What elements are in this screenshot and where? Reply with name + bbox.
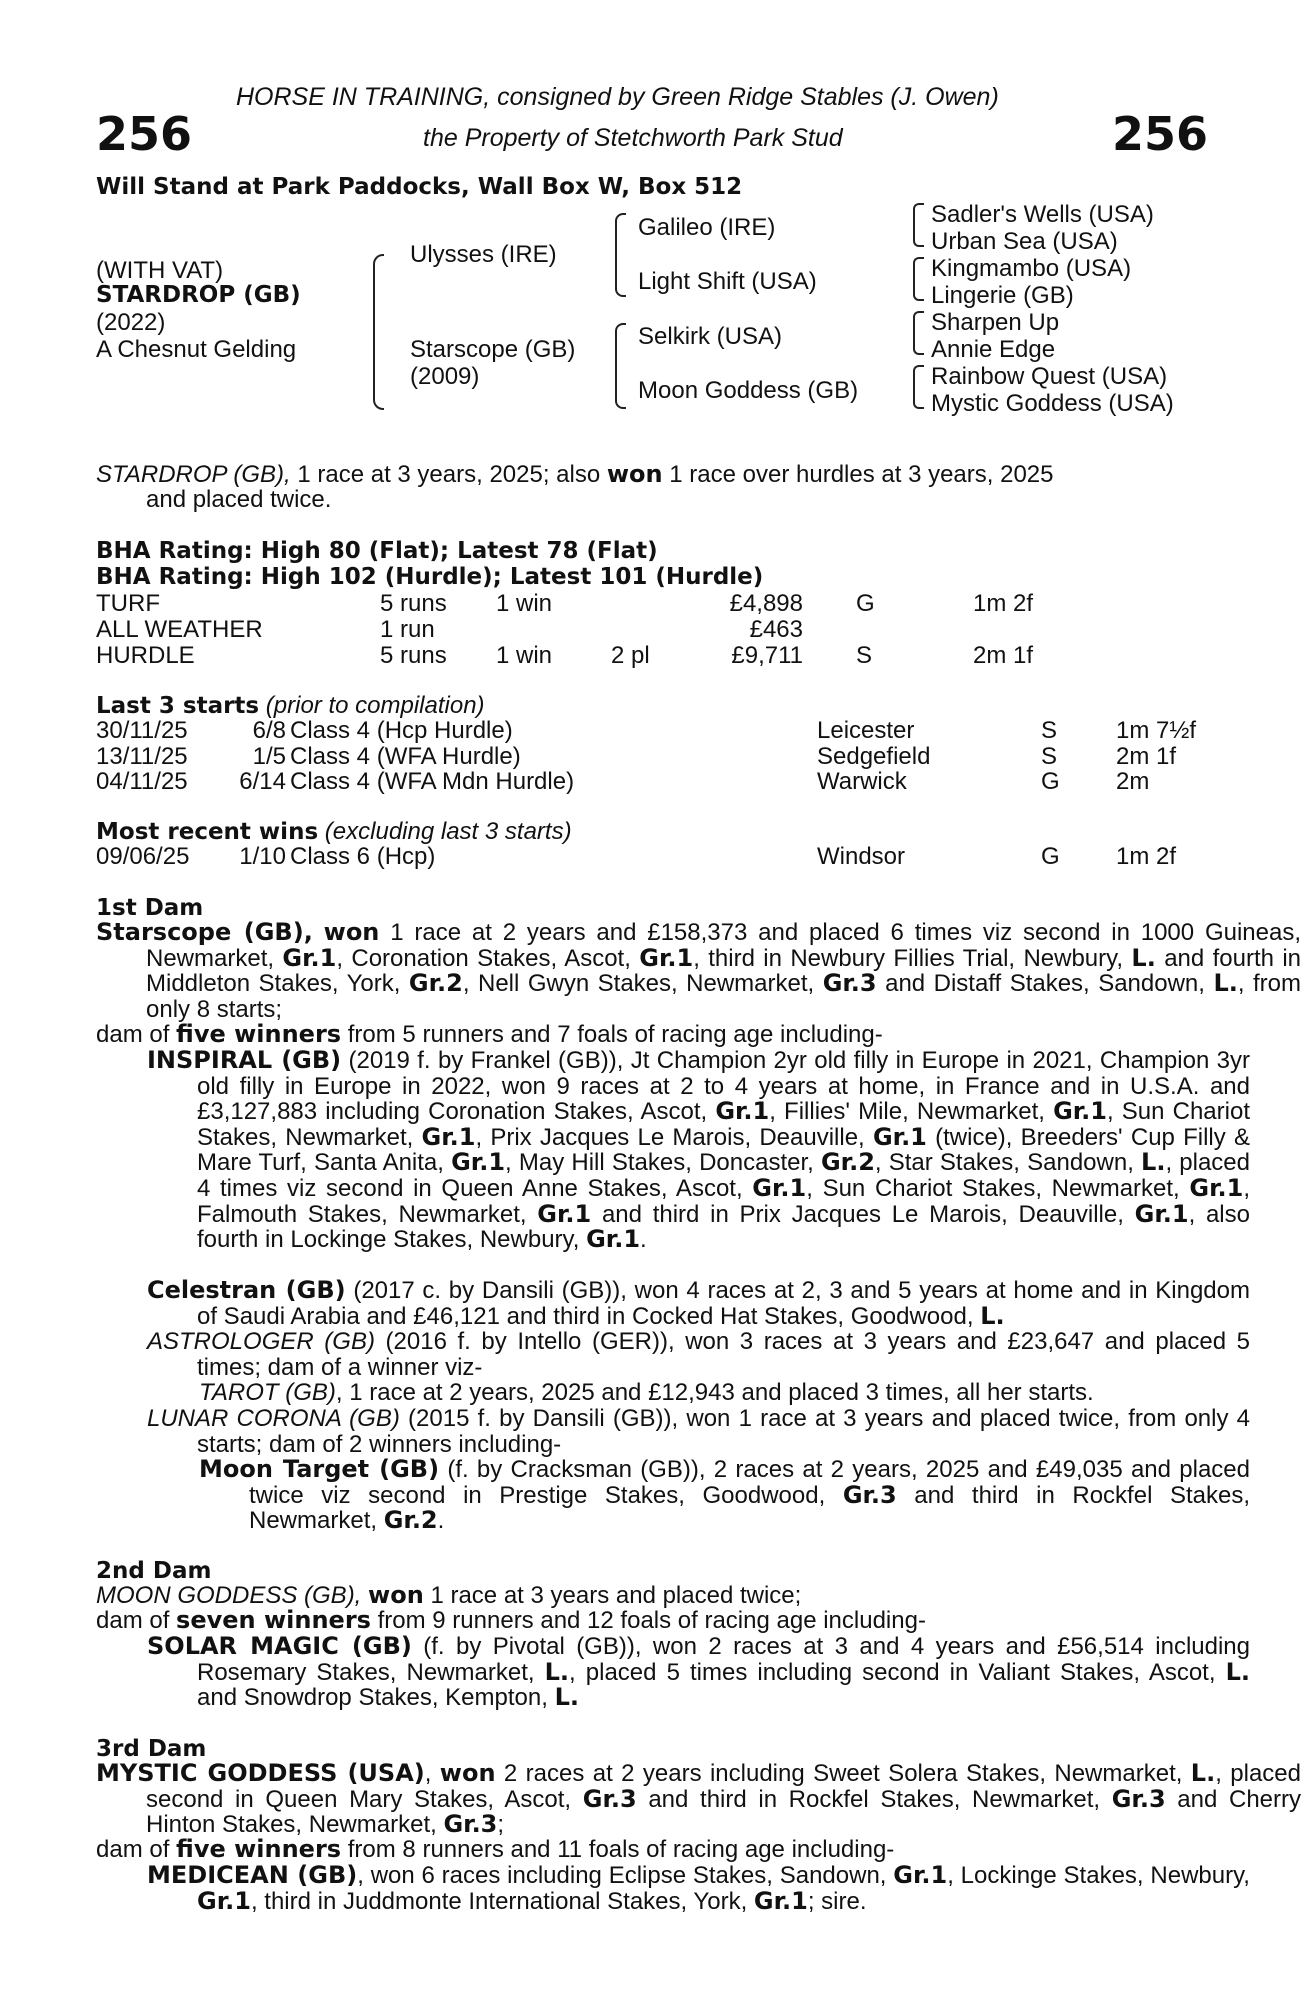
- progeny-text: , Lockinge Stakes, Newbury,: [947, 1862, 1250, 1889]
- grade: L.: [1225, 1657, 1250, 1686]
- dam2-produce-summary: [96, 1608, 926, 1634]
- dam3-text: and third in Rockfel Stakes, Newmarket,: [636, 1785, 1112, 1813]
- progeny-text: , Sun Chariot Stakes, Newmarket,: [806, 1174, 1190, 1202]
- dam3-name: MYSTIC GODDESS (USA): [96, 1759, 425, 1787]
- start-dist: 2m 1f: [1116, 743, 1177, 770]
- grade: Gr.1: [282, 943, 337, 972]
- horse-year: (2022): [96, 309, 166, 336]
- record-runs: 5 runs: [380, 590, 447, 617]
- progeny-name: Celestran (GB): [147, 1276, 346, 1304]
- win-pos: 1/10: [239, 843, 286, 870]
- horse-description: A Chesnut Gelding: [96, 336, 297, 363]
- grade: Gr.1: [753, 1886, 808, 1915]
- record-type: ALL WEATHER: [96, 616, 263, 643]
- brace-gen3-4: [913, 365, 924, 409]
- dam-of-text: dam of: [96, 1836, 177, 1863]
- summary-text-2: 1 race over hurdles at 3 years, 2025: [662, 461, 1054, 488]
- grade: L.: [544, 1657, 570, 1686]
- progeny-name: SOLAR MAGIC (GB): [147, 1632, 412, 1660]
- grade: L.: [1141, 1148, 1166, 1177]
- dam1-won: won: [323, 918, 380, 946]
- start-date: 30/11/25: [96, 717, 188, 744]
- progeny-text: , also fourth in Lockinge Stakes, Newbury,: [197, 1200, 1250, 1254]
- progeny-text: ; sire.: [807, 1887, 867, 1915]
- pedigree-dam: Starscope (GB): [410, 336, 576, 363]
- grandprogeny-text: and third in Rockfel Stakes, Newmarket,: [249, 1481, 1250, 1535]
- progeny-text: , Falmouth Stakes, Newmarket,: [197, 1174, 1250, 1228]
- grade: Gr.2: [408, 969, 463, 998]
- grade: L.: [1190, 1759, 1216, 1787]
- record-placed: 2 pl: [611, 642, 650, 669]
- pedigree-gen3-6: Annie Edge: [931, 336, 1056, 363]
- dam-of-text: from 8 runners and 11 foals of racing age including-: [341, 1836, 895, 1863]
- start-going: S: [1041, 743, 1058, 770]
- dam-of-winners: five winners: [176, 1835, 342, 1863]
- recent-wins-title: Most recent wins: [96, 819, 319, 845]
- grandprogeny-text: , 1 race at 2 years, 2025 and £12,943 and placed 3 times, all her starts.: [335, 1379, 1094, 1406]
- record-wins: 1 win: [496, 590, 553, 617]
- grandprogeny-name: TAROT (GB): [199, 1379, 336, 1406]
- rating-hurdle: BHA Rating: High 102 (Hurdle); Latest 101 (Hurdle): [96, 564, 764, 590]
- dam2-won: won: [368, 1581, 424, 1609]
- pedigree-dam-year: (2009): [410, 363, 480, 390]
- grandprogeny-text: (f. by Cracksman (GB)), 2 races at 2 years, 2025 and £49,035 and placed twice viz second in Prestige Stakes, Goodwood,: [249, 1456, 1250, 1509]
- progeny-text: (2019 f. by Frankel (GB)), Jt Champion 2yr old filly in Europe in 2021, Champion 3yr old filly in Europe in 2022, won 9 races at 2 to 4 years at home, in France and in U.S.A. and £3,127,883 including Coronation Stakes, Ascot,: [197, 1047, 1250, 1126]
- progeny-text: (2017 c. by Dansili (GB)), won 4 races at 2, 3 and 5 years at home and in Kingdom of Saudi Arabia and £46,121 and third in Cocked Hat Stakes, Goodwood,: [197, 1277, 1250, 1330]
- grade: Gr.1: [451, 1148, 506, 1177]
- start-going: S: [1041, 717, 1058, 744]
- win-dist: 1m 2f: [1116, 843, 1177, 870]
- record-going: G: [856, 590, 875, 617]
- progeny-text: .: [640, 1226, 647, 1254]
- win-race: Class 6 (Hcp): [290, 843, 436, 870]
- win-course: Windsor: [817, 843, 906, 870]
- grade: Gr.1: [421, 1122, 476, 1151]
- pedigree-gen3-7: Rainbow Quest (USA): [931, 363, 1168, 390]
- dam1-text: , from only 8 starts;: [146, 970, 1302, 1023]
- pedigree-dam-sire: Selkirk (USA): [638, 323, 783, 350]
- race-summary-cont: and placed twice.: [146, 486, 332, 513]
- grade: L.: [1131, 943, 1156, 972]
- start-course: Leicester: [817, 717, 915, 744]
- progeny-text: (f. by Pivotal (GB)), won 2 races at 3 and 4 years and £56,514 including Rosemary Stakes, Newmarket,: [197, 1633, 1251, 1686]
- dam-of-winners: seven winners: [176, 1606, 371, 1634]
- grade: Gr.1: [715, 1097, 770, 1126]
- record-type: TURF: [96, 590, 160, 617]
- dam1-record: [96, 920, 1301, 1022]
- progeny-text: (twice), Breeders' Cup Filly & Mare Turf, Santa Anita,: [197, 1123, 1250, 1177]
- start-course: Warwick: [817, 768, 907, 795]
- progeny-text: , May Hill Stakes, Doncaster,: [505, 1149, 821, 1177]
- grandprogeny-name: Moon Target (GB): [199, 1455, 440, 1483]
- progeny-text: , Star Stakes, Sandown,: [874, 1149, 1142, 1177]
- pedigree-gen3-2: Urban Sea (USA): [931, 228, 1118, 255]
- dam-of-text: from 9 runners and 12 foals of racing age including-: [370, 1607, 926, 1634]
- grade: Gr.1: [1053, 1097, 1107, 1126]
- grandprogeny-tarot: [199, 1380, 1094, 1406]
- dam3-comma: ,: [424, 1760, 432, 1787]
- start-row: [96, 768, 1216, 794]
- dam1-name: Starscope (GB): [96, 918, 304, 946]
- grandprogeny-moon-target: [199, 1457, 1250, 1534]
- grade: Gr.1: [639, 943, 694, 972]
- brace-sire: [615, 213, 626, 297]
- dam1-produce-summary: [96, 1022, 883, 1048]
- progeny-name: ASTROLOGER (GB): [147, 1328, 375, 1355]
- dam3-text: 2 races at 2 years including Sweet Solera Stakes, Newmarket,: [495, 1760, 1191, 1787]
- brace-gen1: [373, 254, 384, 410]
- start-race: Class 4 (WFA Hurdle): [290, 743, 521, 770]
- last3-title: Last 3 starts: [96, 693, 260, 719]
- record-type: HURDLE: [96, 642, 195, 669]
- pedigree-gen3-3: Kingmambo (USA): [931, 255, 1132, 282]
- start-dist: 2m: [1116, 768, 1150, 795]
- progeny-solar-magic: [147, 1634, 1250, 1711]
- start-pos: 6/14: [239, 768, 286, 795]
- grade: L.: [1213, 969, 1238, 998]
- progeny-text: , Prix Jacques Le Marois, Deauville,: [475, 1123, 873, 1151]
- dam1-title: 1st Dam: [96, 895, 204, 921]
- summary-name: STARDROP (GB),: [96, 461, 291, 488]
- horse-vat: (WITH VAT): [96, 257, 224, 284]
- brace-gen3-1: [913, 203, 924, 247]
- summary-won-2: won: [606, 460, 663, 488]
- dam3-produce-summary: [96, 1837, 894, 1863]
- pedigree-gen3-1: Sadler's Wells (USA): [931, 201, 1154, 228]
- grade: Gr.3: [842, 1480, 897, 1509]
- start-pos: 6/8: [252, 717, 286, 744]
- grade: Gr.3: [443, 1810, 498, 1839]
- last3-heading: [96, 692, 485, 720]
- start-dist: 1m 7½f: [1116, 717, 1197, 744]
- start-going: G: [1041, 768, 1060, 795]
- progeny-name: INSPIRAL (GB): [147, 1046, 342, 1074]
- pedigree-gen3-4: Lingerie (GB): [931, 282, 1074, 309]
- dam-of-text: dam of: [96, 1021, 177, 1048]
- stable-location: Will Stand at Park Paddocks, Wall Box W, Box 512: [96, 174, 743, 200]
- progeny-text: (2015 f. by Dansili (GB)), won 1 race at 3 years and placed twice, from only 4 starts; dam of 2 winners including-: [197, 1405, 1251, 1458]
- start-date: 04/11/25: [96, 768, 188, 795]
- rating-flat: BHA Rating: High 80 (Flat); Latest 78 (Flat): [96, 538, 658, 564]
- grade: Gr.1: [872, 1122, 927, 1151]
- progeny-medicean: [147, 1863, 1250, 1914]
- dam1-text: , third in Newbury Fillies Trial, Newbury,: [693, 944, 1132, 972]
- progeny-text: (2016 f. by Intello (GER)), won 3 races at 3 years and £23,647 and placed 5 times; dam of a winner viz-: [197, 1328, 1250, 1381]
- grandprogeny-text: .: [437, 1507, 445, 1535]
- progeny-text: , third in Juddmonte International Stakes, York,: [250, 1887, 754, 1915]
- dam2-text: 1 race at 3 years and placed twice;: [423, 1582, 802, 1609]
- pedigree-sire: Ulysses (IRE): [410, 241, 557, 268]
- brace-gen3-2: [913, 257, 924, 301]
- dam1-text: 1 race at 2 years and £158,373 and placed 6 times viz second in 1000 Guineas, Newmarket,: [146, 919, 1302, 972]
- dam3-text: , placed second in Queen Mary Stakes, Ascot,: [146, 1760, 1301, 1813]
- win-date: 09/06/25: [96, 843, 190, 870]
- grade: Gr.1: [537, 1199, 592, 1228]
- horse-name: STARDROP (GB): [96, 282, 301, 308]
- grade: Gr.3: [1111, 1784, 1166, 1813]
- start-pos: 1/5: [252, 743, 286, 770]
- race-summary: [96, 462, 1054, 488]
- start-date: 13/11/25: [96, 743, 188, 770]
- property-line: the Property of Stetchworth Park Stud: [423, 124, 843, 152]
- grade: Gr.1: [1134, 1199, 1189, 1228]
- grade: Gr.2: [820, 1148, 875, 1177]
- brace-dam: [615, 323, 626, 409]
- dam1-comma: ,: [303, 918, 313, 946]
- dam2-record: [96, 1583, 801, 1609]
- grade: Gr.1: [1189, 1173, 1244, 1202]
- dam2-title: 2nd Dam: [96, 1558, 212, 1584]
- progeny-celestran: [147, 1278, 1250, 1329]
- consignor-line: HORSE IN TRAINING, consigned by Green Ridge Stables (J. Owen): [236, 83, 999, 111]
- record-wins: 1 win: [496, 642, 553, 669]
- pedigree-sire-sire: Galileo (IRE): [638, 214, 776, 241]
- grade: Gr.3: [582, 1784, 637, 1813]
- grade: Gr.3: [822, 969, 877, 998]
- start-row: [96, 743, 1216, 769]
- record-runs: 5 runs: [380, 642, 447, 669]
- grade: Gr.1: [893, 1861, 948, 1889]
- progeny-text: and third in Prix Jacques Le Marois, Deauville,: [591, 1200, 1135, 1228]
- grade: Gr.1: [586, 1225, 641, 1254]
- grade: Gr.1: [197, 1886, 251, 1915]
- record-going: S: [856, 642, 873, 669]
- progeny-astrologer: [147, 1329, 1250, 1380]
- progeny-text: , placed 5 times including second in Valiant Stakes, Ascot,: [569, 1658, 1226, 1686]
- dam3-text: ;: [497, 1811, 505, 1839]
- dam3-text: and Cherry Hinton Stakes, Newmarket,: [146, 1785, 1302, 1839]
- progeny-text: , Fillies' Mile, Newmarket,: [769, 1098, 1054, 1126]
- win-going: G: [1041, 843, 1060, 870]
- dam-of-winners: five winners: [176, 1020, 342, 1048]
- pedigree-gen3-8: Mystic Goddess (USA): [931, 390, 1174, 417]
- last3-subtitle: (prior to compilation): [259, 692, 485, 719]
- grade: L.: [554, 1683, 579, 1712]
- progeny-text: , Sun Chariot Stakes, Newmarket,: [197, 1098, 1250, 1151]
- progeny-text: , won 6 races including Eclipse Stakes, Sandown,: [357, 1862, 894, 1889]
- record-runs: 1 run: [380, 616, 435, 643]
- dam-of-text: dam of: [96, 1607, 177, 1634]
- dam-of-text: from 5 runners and 7 foals of racing age including-: [341, 1021, 883, 1048]
- record-dist: 2m 1f: [973, 642, 1034, 669]
- recent-win-row: [96, 843, 1216, 869]
- dam3-won: won: [439, 1759, 496, 1787]
- progeny-text: and Snowdrop Stakes, Kempton,: [197, 1684, 555, 1712]
- recent-wins-heading: [96, 818, 572, 846]
- progeny-text: , placed 4 times viz second in Queen Anne Stakes, Ascot,: [197, 1149, 1251, 1202]
- progeny-name: MEDICEAN (GB): [147, 1861, 358, 1889]
- start-row: [96, 717, 1216, 743]
- pedigree-gen3-5: Sharpen Up: [931, 309, 1060, 336]
- record-row: [96, 642, 1216, 668]
- record-row: [96, 616, 1216, 642]
- dam1-text: and fourth in Middleton Stakes, York,: [146, 944, 1302, 998]
- dam2-name: MOON GODDESS (GB),: [96, 1582, 362, 1609]
- pedigree-sire-dam: Light Shift (USA): [638, 268, 817, 295]
- record-prize: £463: [749, 616, 803, 643]
- start-race: Class 4 (WFA Mdn Hurdle): [290, 768, 575, 795]
- dam3-record: [96, 1761, 1301, 1838]
- dam1-text: , Coronation Stakes, Ascot,: [336, 944, 640, 972]
- start-course: Sedgefield: [817, 743, 931, 770]
- summary-text: 1 race at 3 years, 2025; also: [297, 461, 607, 488]
- progeny-lunar-corona: [147, 1406, 1250, 1457]
- recent-wins-subtitle: (excluding last 3 starts): [318, 818, 572, 845]
- record-prize: £9,711: [731, 642, 803, 669]
- grade: Gr.2: [383, 1506, 438, 1535]
- progeny-name: LUNAR CORONA (GB): [147, 1405, 400, 1432]
- dam3-title: 3rd Dam: [96, 1736, 207, 1762]
- grade: L.: [980, 1301, 1005, 1330]
- lot-number-left: 256: [96, 107, 193, 161]
- grade: Gr.1: [752, 1173, 807, 1202]
- pedigree-dam-dam: Moon Goddess (GB): [638, 377, 859, 404]
- start-race: Class 4 (Hcp Hurdle): [290, 717, 513, 744]
- record-row: [96, 590, 1216, 616]
- brace-gen3-3: [913, 311, 924, 355]
- progeny-inspiral: [147, 1048, 1250, 1253]
- record-dist: 1m 2f: [973, 590, 1034, 617]
- dam1-text: and Distaff Stakes, Sandown,: [876, 970, 1214, 998]
- dam1-text: , Nell Gwyn Stakes, Newmarket,: [462, 970, 823, 998]
- lot-number-right: 256: [1112, 107, 1209, 161]
- record-prize: £4,898: [729, 590, 803, 617]
